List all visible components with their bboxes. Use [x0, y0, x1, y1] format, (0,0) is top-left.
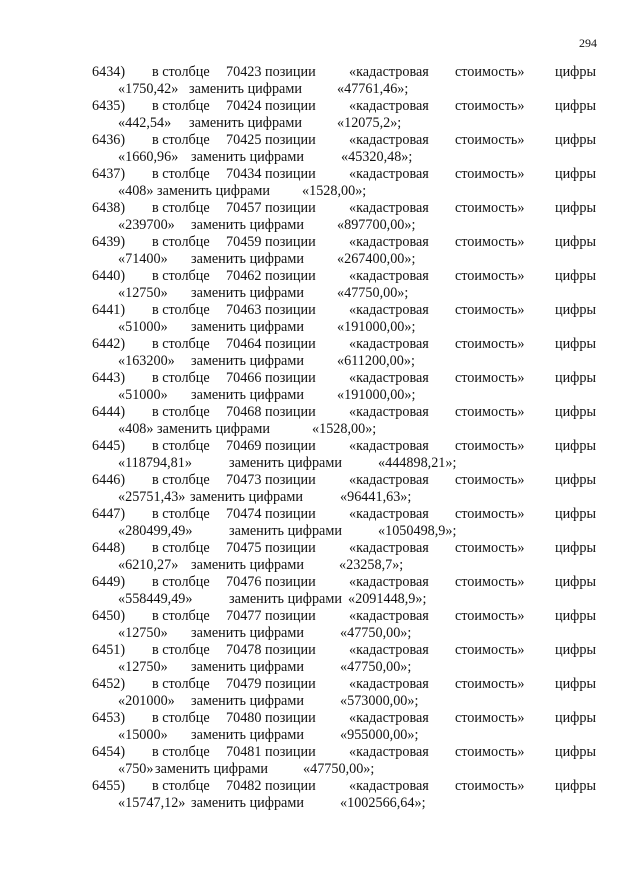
entry-digits-word: цифры: [555, 234, 597, 250]
entry-cadastral: «кадастровая: [349, 506, 429, 522]
entry-number: 6446): [92, 472, 126, 488]
entry-in-column: в столбце: [152, 98, 210, 114]
entry-digits-word: цифры: [555, 744, 597, 760]
entry-new-value: «96441,63»;: [340, 489, 412, 505]
entry-line-2: [0, 489, 640, 506]
entry-cadastral: «кадастровая: [349, 132, 429, 148]
entry-old-value: «25751,43»: [118, 489, 186, 505]
amendment-entry: [0, 778, 640, 812]
entry-digits-word: цифры: [555, 132, 597, 148]
entry-line-2: [0, 795, 640, 812]
entry-value-word: стоимость»: [455, 744, 525, 760]
entry-number: 6452): [92, 676, 126, 692]
entry-old-value: «408»: [118, 421, 154, 437]
entry-digits-word: цифры: [555, 438, 597, 454]
entry-line-2: [0, 625, 640, 642]
amendment-entry: [0, 404, 640, 438]
entry-in-column: в столбце: [152, 166, 210, 182]
entry-number: 6455): [92, 778, 126, 794]
entry-old-value: «750»: [118, 761, 154, 777]
entry-new-value: «45320,48»;: [341, 149, 413, 165]
entry-line-1: [0, 710, 640, 727]
entry-column-position: 70469 позиции: [226, 438, 316, 454]
entry-cadastral: «кадастровая: [349, 642, 429, 658]
entry-digits-word: цифры: [555, 268, 597, 284]
entry-replace-phrase: заменить цифрами: [191, 625, 304, 641]
entry-old-value: «163200»: [118, 353, 175, 369]
entry-in-column: в столбце: [152, 64, 210, 80]
entry-line-1: [0, 472, 640, 489]
entry-cadastral: «кадастровая: [349, 302, 429, 318]
entry-digits-word: цифры: [555, 404, 597, 420]
entry-line-2: [0, 149, 640, 166]
entry-number: 6449): [92, 574, 126, 590]
entry-number: 6445): [92, 438, 126, 454]
amendment-entry: [0, 166, 640, 200]
entry-number: 6438): [92, 200, 126, 216]
entry-old-value: «15000»: [118, 727, 168, 743]
entry-replace-phrase: заменить цифрами: [189, 81, 302, 97]
entry-value-word: стоимость»: [455, 200, 525, 216]
amendment-entry: [0, 608, 640, 642]
entry-in-column: в столбце: [152, 608, 210, 624]
entry-value-word: стоимость»: [455, 676, 525, 692]
entry-line-1: [0, 234, 640, 251]
entry-old-value: «408»: [118, 183, 154, 199]
entry-number: 6447): [92, 506, 126, 522]
entry-line-2: [0, 353, 640, 370]
amendment-entry: [0, 540, 640, 574]
entry-number: 6436): [92, 132, 126, 148]
amendment-entry: [0, 200, 640, 234]
entry-line-2: [0, 217, 640, 234]
entry-in-column: в столбце: [152, 336, 210, 352]
entry-line-1: [0, 778, 640, 795]
entry-value-word: стоимость»: [455, 268, 525, 284]
entry-column-position: 70462 позиции: [226, 268, 316, 284]
entry-digits-word: цифры: [555, 64, 597, 80]
entry-replace-phrase: заменить цифрами: [155, 761, 268, 777]
entry-digits-word: цифры: [555, 710, 597, 726]
amendment-entry: [0, 506, 640, 540]
amendment-entry: [0, 98, 640, 132]
entry-value-word: стоимость»: [455, 778, 525, 794]
entry-digits-word: цифры: [555, 166, 597, 182]
entry-column-position: 70480 позиции: [226, 710, 316, 726]
entry-cadastral: «кадастровая: [349, 574, 429, 590]
amendment-entry: [0, 336, 640, 370]
entry-cadastral: «кадастровая: [349, 370, 429, 386]
entry-old-value: «51000»: [118, 387, 168, 403]
entry-line-2: [0, 183, 640, 200]
entry-column-position: 70457 позиции: [226, 200, 316, 216]
entry-digits-word: цифры: [555, 608, 597, 624]
amendment-entry: [0, 472, 640, 506]
entry-replace-phrase: заменить цифрами: [191, 795, 304, 811]
entry-number: 6450): [92, 608, 126, 624]
entry-value-word: стоимость»: [455, 234, 525, 250]
entry-old-value: «12750»: [118, 625, 168, 641]
entry-line-2: [0, 557, 640, 574]
entry-old-value: «51000»: [118, 319, 168, 335]
entry-number: 6448): [92, 540, 126, 556]
entry-old-value: «118794,81»: [118, 455, 192, 471]
entry-replace-phrase: заменить цифрами: [191, 557, 304, 573]
entry-replace-phrase: заменить цифрами: [191, 217, 304, 233]
entry-column-position: 70479 позиции: [226, 676, 316, 692]
entry-old-value: «280499,49»: [118, 523, 193, 539]
entry-in-column: в столбце: [152, 574, 210, 590]
entry-replace-phrase: заменить цифрами: [191, 693, 304, 709]
entry-new-value: «2091448,9»;: [348, 591, 427, 607]
entry-cadastral: «кадастровая: [349, 336, 429, 352]
entry-in-column: в столбце: [152, 268, 210, 284]
entry-new-value: «1002566,64»;: [340, 795, 426, 811]
entry-old-value: «442,54»: [118, 115, 172, 131]
entry-line-1: [0, 506, 640, 523]
entry-column-position: 70474 позиции: [226, 506, 316, 522]
entry-column-position: 70478 позиции: [226, 642, 316, 658]
entry-value-word: стоимость»: [455, 642, 525, 658]
entry-line-1: [0, 370, 640, 387]
entry-replace-phrase: заменить цифрами: [190, 489, 303, 505]
entry-line-2: [0, 81, 640, 98]
entry-line-1: [0, 676, 640, 693]
entry-value-word: стоимость»: [455, 438, 525, 454]
entry-line-1: [0, 540, 640, 557]
entry-column-position: 70463 позиции: [226, 302, 316, 318]
entry-cadastral: «кадастровая: [349, 608, 429, 624]
entry-column-position: 70475 позиции: [226, 540, 316, 556]
entry-new-value: «1528,00»;: [312, 421, 377, 437]
entry-line-2: [0, 455, 640, 472]
entry-value-word: стоимость»: [455, 166, 525, 182]
amendment-entry: [0, 574, 640, 608]
entry-cadastral: «кадастровая: [349, 98, 429, 114]
entry-old-value: «1660,96»: [118, 149, 179, 165]
entry-line-2: [0, 523, 640, 540]
entry-digits-word: цифры: [555, 506, 597, 522]
entry-digits-word: цифры: [555, 370, 597, 386]
entry-value-word: стоимость»: [455, 540, 525, 556]
entry-new-value: «573000,00»;: [340, 693, 419, 709]
entry-column-position: 70423 позиции: [226, 64, 316, 80]
entry-line-1: [0, 132, 640, 149]
entry-line-2: [0, 761, 640, 778]
entry-digits-word: цифры: [555, 302, 597, 318]
entry-number: 6442): [92, 336, 126, 352]
entry-line-1: [0, 64, 640, 81]
entry-cadastral: «кадастровая: [349, 268, 429, 284]
entry-replace-phrase: заменить цифрами: [191, 285, 304, 301]
entry-in-column: в столбце: [152, 234, 210, 250]
entry-in-column: в столбце: [152, 404, 210, 420]
entry-line-1: [0, 200, 640, 217]
entry-in-column: в столбце: [152, 506, 210, 522]
entry-cadastral: «кадастровая: [349, 744, 429, 760]
entry-line-2: [0, 591, 640, 608]
entry-number: 6440): [92, 268, 126, 284]
entry-value-word: стоимость»: [455, 574, 525, 590]
entry-digits-word: цифры: [555, 676, 597, 692]
entry-replace-phrase: заменить цифрами: [191, 149, 304, 165]
entry-new-value: «191000,00»;: [337, 387, 416, 403]
entry-cadastral: «кадастровая: [349, 200, 429, 216]
entry-number: 6441): [92, 302, 126, 318]
entry-cadastral: «кадастровая: [349, 234, 429, 250]
entry-cadastral: «кадастровая: [349, 778, 429, 794]
entry-old-value: «239700»: [118, 217, 175, 233]
amendment-entry: [0, 438, 640, 472]
entry-line-2: [0, 251, 640, 268]
amendment-entry: [0, 710, 640, 744]
entry-old-value: «15747,12»: [118, 795, 186, 811]
amendment-entry: [0, 64, 640, 98]
entry-number: 6454): [92, 744, 126, 760]
entry-in-column: в столбце: [152, 540, 210, 556]
entry-column-position: 70477 позиции: [226, 608, 316, 624]
entry-number: 6444): [92, 404, 126, 420]
entry-in-column: в столбце: [152, 778, 210, 794]
entry-new-value: «12075,2»;: [337, 115, 402, 131]
entry-digits-word: цифры: [555, 336, 597, 352]
entry-number: 6443): [92, 370, 126, 386]
entry-number: 6453): [92, 710, 126, 726]
entry-new-value: «611200,00»;: [337, 353, 415, 369]
entry-digits-word: цифры: [555, 98, 597, 114]
amendment-entry: [0, 132, 640, 166]
entry-value-word: стоимость»: [455, 302, 525, 318]
entry-cadastral: «кадастровая: [349, 64, 429, 80]
entry-replace-phrase: заменить цифрами: [191, 387, 304, 403]
amendment-list: [0, 64, 640, 812]
entry-number: 6439): [92, 234, 126, 250]
entry-new-value: «267400,00»;: [337, 251, 416, 267]
entry-line-2: [0, 421, 640, 438]
entry-value-word: стоимость»: [455, 472, 525, 488]
entry-replace-phrase: заменить цифрами: [157, 183, 270, 199]
entry-digits-word: цифры: [555, 540, 597, 556]
entry-new-value: «955000,00»;: [340, 727, 419, 743]
entry-new-value: «444898,21»;: [378, 455, 457, 471]
entry-new-value: «1528,00»;: [302, 183, 367, 199]
entry-cadastral: «кадастровая: [349, 472, 429, 488]
entry-replace-phrase: заменить цифрами: [189, 115, 302, 131]
entry-new-value: «23258,7»;: [339, 557, 404, 573]
entry-line-2: [0, 693, 640, 710]
entry-new-value: «897700,00»;: [337, 217, 416, 233]
entry-replace-phrase: заменить цифрами: [191, 659, 304, 675]
entry-column-position: 70473 позиции: [226, 472, 316, 488]
entry-replace-phrase: заменить цифрами: [229, 455, 342, 471]
entry-number: 6437): [92, 166, 126, 182]
entry-in-column: в столбце: [152, 200, 210, 216]
entry-cadastral: «кадастровая: [349, 540, 429, 556]
entry-line-1: [0, 574, 640, 591]
entry-line-1: [0, 166, 640, 183]
entry-in-column: в столбце: [152, 302, 210, 318]
amendment-entry: [0, 676, 640, 710]
amendment-entry: [0, 370, 640, 404]
entry-line-1: [0, 268, 640, 285]
entry-column-position: 70464 позиции: [226, 336, 316, 352]
page-number: 294: [579, 36, 597, 50]
entry-new-value: «47750,00»;: [340, 625, 412, 641]
entry-line-1: [0, 336, 640, 353]
entry-line-1: [0, 642, 640, 659]
entry-number: 6451): [92, 642, 126, 658]
entry-line-1: [0, 608, 640, 625]
entry-value-word: стоимость»: [455, 132, 525, 148]
entry-number: 6435): [92, 98, 126, 114]
amendment-entry: [0, 642, 640, 676]
entry-line-1: [0, 744, 640, 761]
entry-value-word: стоимость»: [455, 404, 525, 420]
entry-cadastral: «кадастровая: [349, 710, 429, 726]
entry-line-2: [0, 387, 640, 404]
entry-in-column: в столбце: [152, 710, 210, 726]
entry-value-word: стоимость»: [455, 608, 525, 624]
entry-line-2: [0, 319, 640, 336]
entry-digits-word: цифры: [555, 642, 597, 658]
entry-old-value: «12750»: [118, 285, 168, 301]
entry-in-column: в столбце: [152, 132, 210, 148]
entry-in-column: в столбце: [152, 438, 210, 454]
entry-column-position: 70476 позиции: [226, 574, 316, 590]
entry-line-1: [0, 302, 640, 319]
entry-new-value: «191000,00»;: [337, 319, 416, 335]
entry-digits-word: цифры: [555, 574, 597, 590]
entry-line-1: [0, 98, 640, 115]
entry-old-value: «12750»: [118, 659, 168, 675]
entry-line-1: [0, 404, 640, 421]
entry-replace-phrase: заменить цифрами: [191, 353, 304, 369]
entry-value-word: стоимость»: [455, 64, 525, 80]
entry-old-value: «6210,27»: [118, 557, 179, 573]
entry-in-column: в столбце: [152, 744, 210, 760]
entry-cadastral: «кадастровая: [349, 404, 429, 420]
entry-value-word: стоимость»: [455, 370, 525, 386]
entry-digits-word: цифры: [555, 778, 597, 794]
entry-cadastral: «кадастровая: [349, 438, 429, 454]
entry-new-value: «1050498,9»;: [378, 523, 457, 539]
entry-in-column: в столбце: [152, 642, 210, 658]
entry-value-word: стоимость»: [455, 98, 525, 114]
entry-digits-word: цифры: [555, 200, 597, 216]
entry-new-value: «47750,00»;: [337, 285, 409, 301]
entry-cadastral: «кадастровая: [349, 676, 429, 692]
entry-column-position: 70424 позиции: [226, 98, 316, 114]
entry-column-position: 70466 позиции: [226, 370, 316, 386]
entry-replace-phrase: заменить цифрами: [229, 591, 342, 607]
entry-column-position: 70481 позиции: [226, 744, 316, 760]
entry-replace-phrase: заменить цифрами: [191, 251, 304, 267]
entry-column-position: 70434 позиции: [226, 166, 316, 182]
entry-value-word: стоимость»: [455, 506, 525, 522]
entry-in-column: в столбце: [152, 472, 210, 488]
entry-line-2: [0, 285, 640, 302]
entry-old-value: «201000»: [118, 693, 175, 709]
entry-value-word: стоимость»: [455, 336, 525, 352]
entry-old-value: «1750,42»: [118, 81, 179, 97]
amendment-entry: [0, 302, 640, 336]
entry-old-value: «71400»: [118, 251, 168, 267]
entry-replace-phrase: заменить цифрами: [191, 727, 304, 743]
entry-cadastral: «кадастровая: [349, 166, 429, 182]
entry-column-position: 70459 позиции: [226, 234, 316, 250]
entry-line-1: [0, 438, 640, 455]
entry-value-word: стоимость»: [455, 710, 525, 726]
entry-replace-phrase: заменить цифрами: [191, 319, 304, 335]
entry-new-value: «47750,00»;: [340, 659, 412, 675]
entry-line-2: [0, 115, 640, 132]
amendment-entry: [0, 744, 640, 778]
entry-old-value: «558449,49»: [118, 591, 193, 607]
entry-number: 6434): [92, 64, 126, 80]
entry-digits-word: цифры: [555, 472, 597, 488]
entry-in-column: в столбце: [152, 676, 210, 692]
entry-in-column: в столбце: [152, 370, 210, 386]
amendment-entry: [0, 234, 640, 268]
entry-column-position: 70482 позиции: [226, 778, 316, 794]
entry-replace-phrase: заменить цифрами: [157, 421, 270, 437]
entry-new-value: «47750,00»;: [303, 761, 375, 777]
entry-column-position: 70425 позиции: [226, 132, 316, 148]
entry-line-2: [0, 727, 640, 744]
entry-line-2: [0, 659, 640, 676]
entry-column-position: 70468 позиции: [226, 404, 316, 420]
entry-new-value: «47761,46»;: [337, 81, 409, 97]
entry-replace-phrase: заменить цифрами: [229, 523, 342, 539]
amendment-entry: [0, 268, 640, 302]
